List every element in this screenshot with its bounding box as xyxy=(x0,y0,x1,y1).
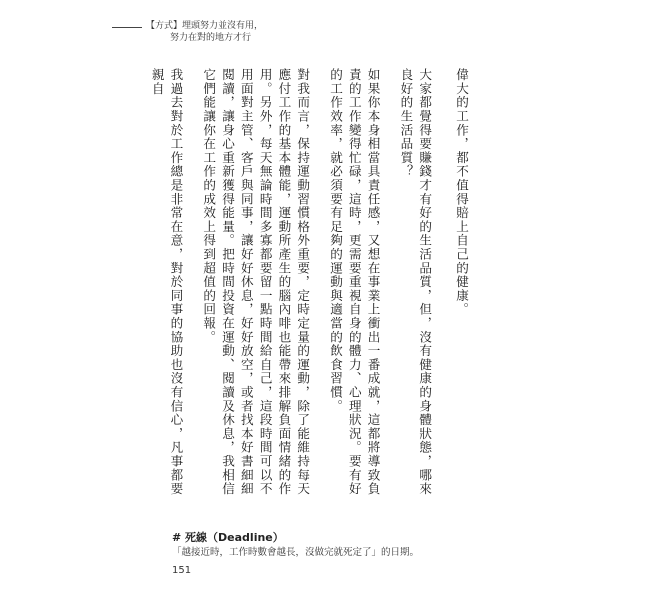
vertical-body-text xyxy=(149,68,470,500)
footnote xyxy=(172,530,419,560)
header-text xyxy=(146,20,263,44)
running-header xyxy=(112,20,263,44)
paragraph-5: 我過去對於工作總是非常在意，對於同事的協助也沒有信心，凡事都要親自 xyxy=(149,68,184,496)
paragraph-4: 對我而言，保持運動習慣格外重要，定時定量的運動，除了能維持每天應付工作的基本體能，運動所產生的腦內啡也能帶來排解負面情緒的作用。另外，每天無論時間多寡都要留一點時間給自己，這段時間可以不用面對主管、客戶與同事，讓好好休息，好好放空，或者找本好書細細閱讀，讓身心重新獲得能量。把時間投資在運動、閱讀及休息，我相信它們能讓你在工作的成效上得到超值的回報。 xyxy=(201,68,311,496)
paragraph-3: 如果你本身相當具責任感，又想在事業上衝出一番成就，這都將導致負責的工作變得忙碌，這時，更需要重視自身的體力、心理狀況。要有好的工作效率，就必須要有足夠的運動與適當的飲食習慣。 xyxy=(328,68,381,496)
footnote-body: 「越接近時，工作時數會越長，沒做完就死定了」的日期。 xyxy=(172,547,420,558)
footnote-title: # 死線（Deadline） xyxy=(172,531,284,544)
paragraph-2: 大家都覺得要賺錢才有好的生活品質，但，沒有健康的身體狀態，哪來良好的生活品質？ xyxy=(398,68,433,496)
header-line-2: 努力在對的地方才行 xyxy=(170,33,252,43)
header-line-1: 【方式】埋頭努力並沒有用， xyxy=(146,21,264,31)
paragraph-1: 偉大的工作，都不值得賠上自己的健康。 xyxy=(454,68,469,317)
header-rule xyxy=(112,27,142,28)
page-number: 151 xyxy=(172,565,192,576)
